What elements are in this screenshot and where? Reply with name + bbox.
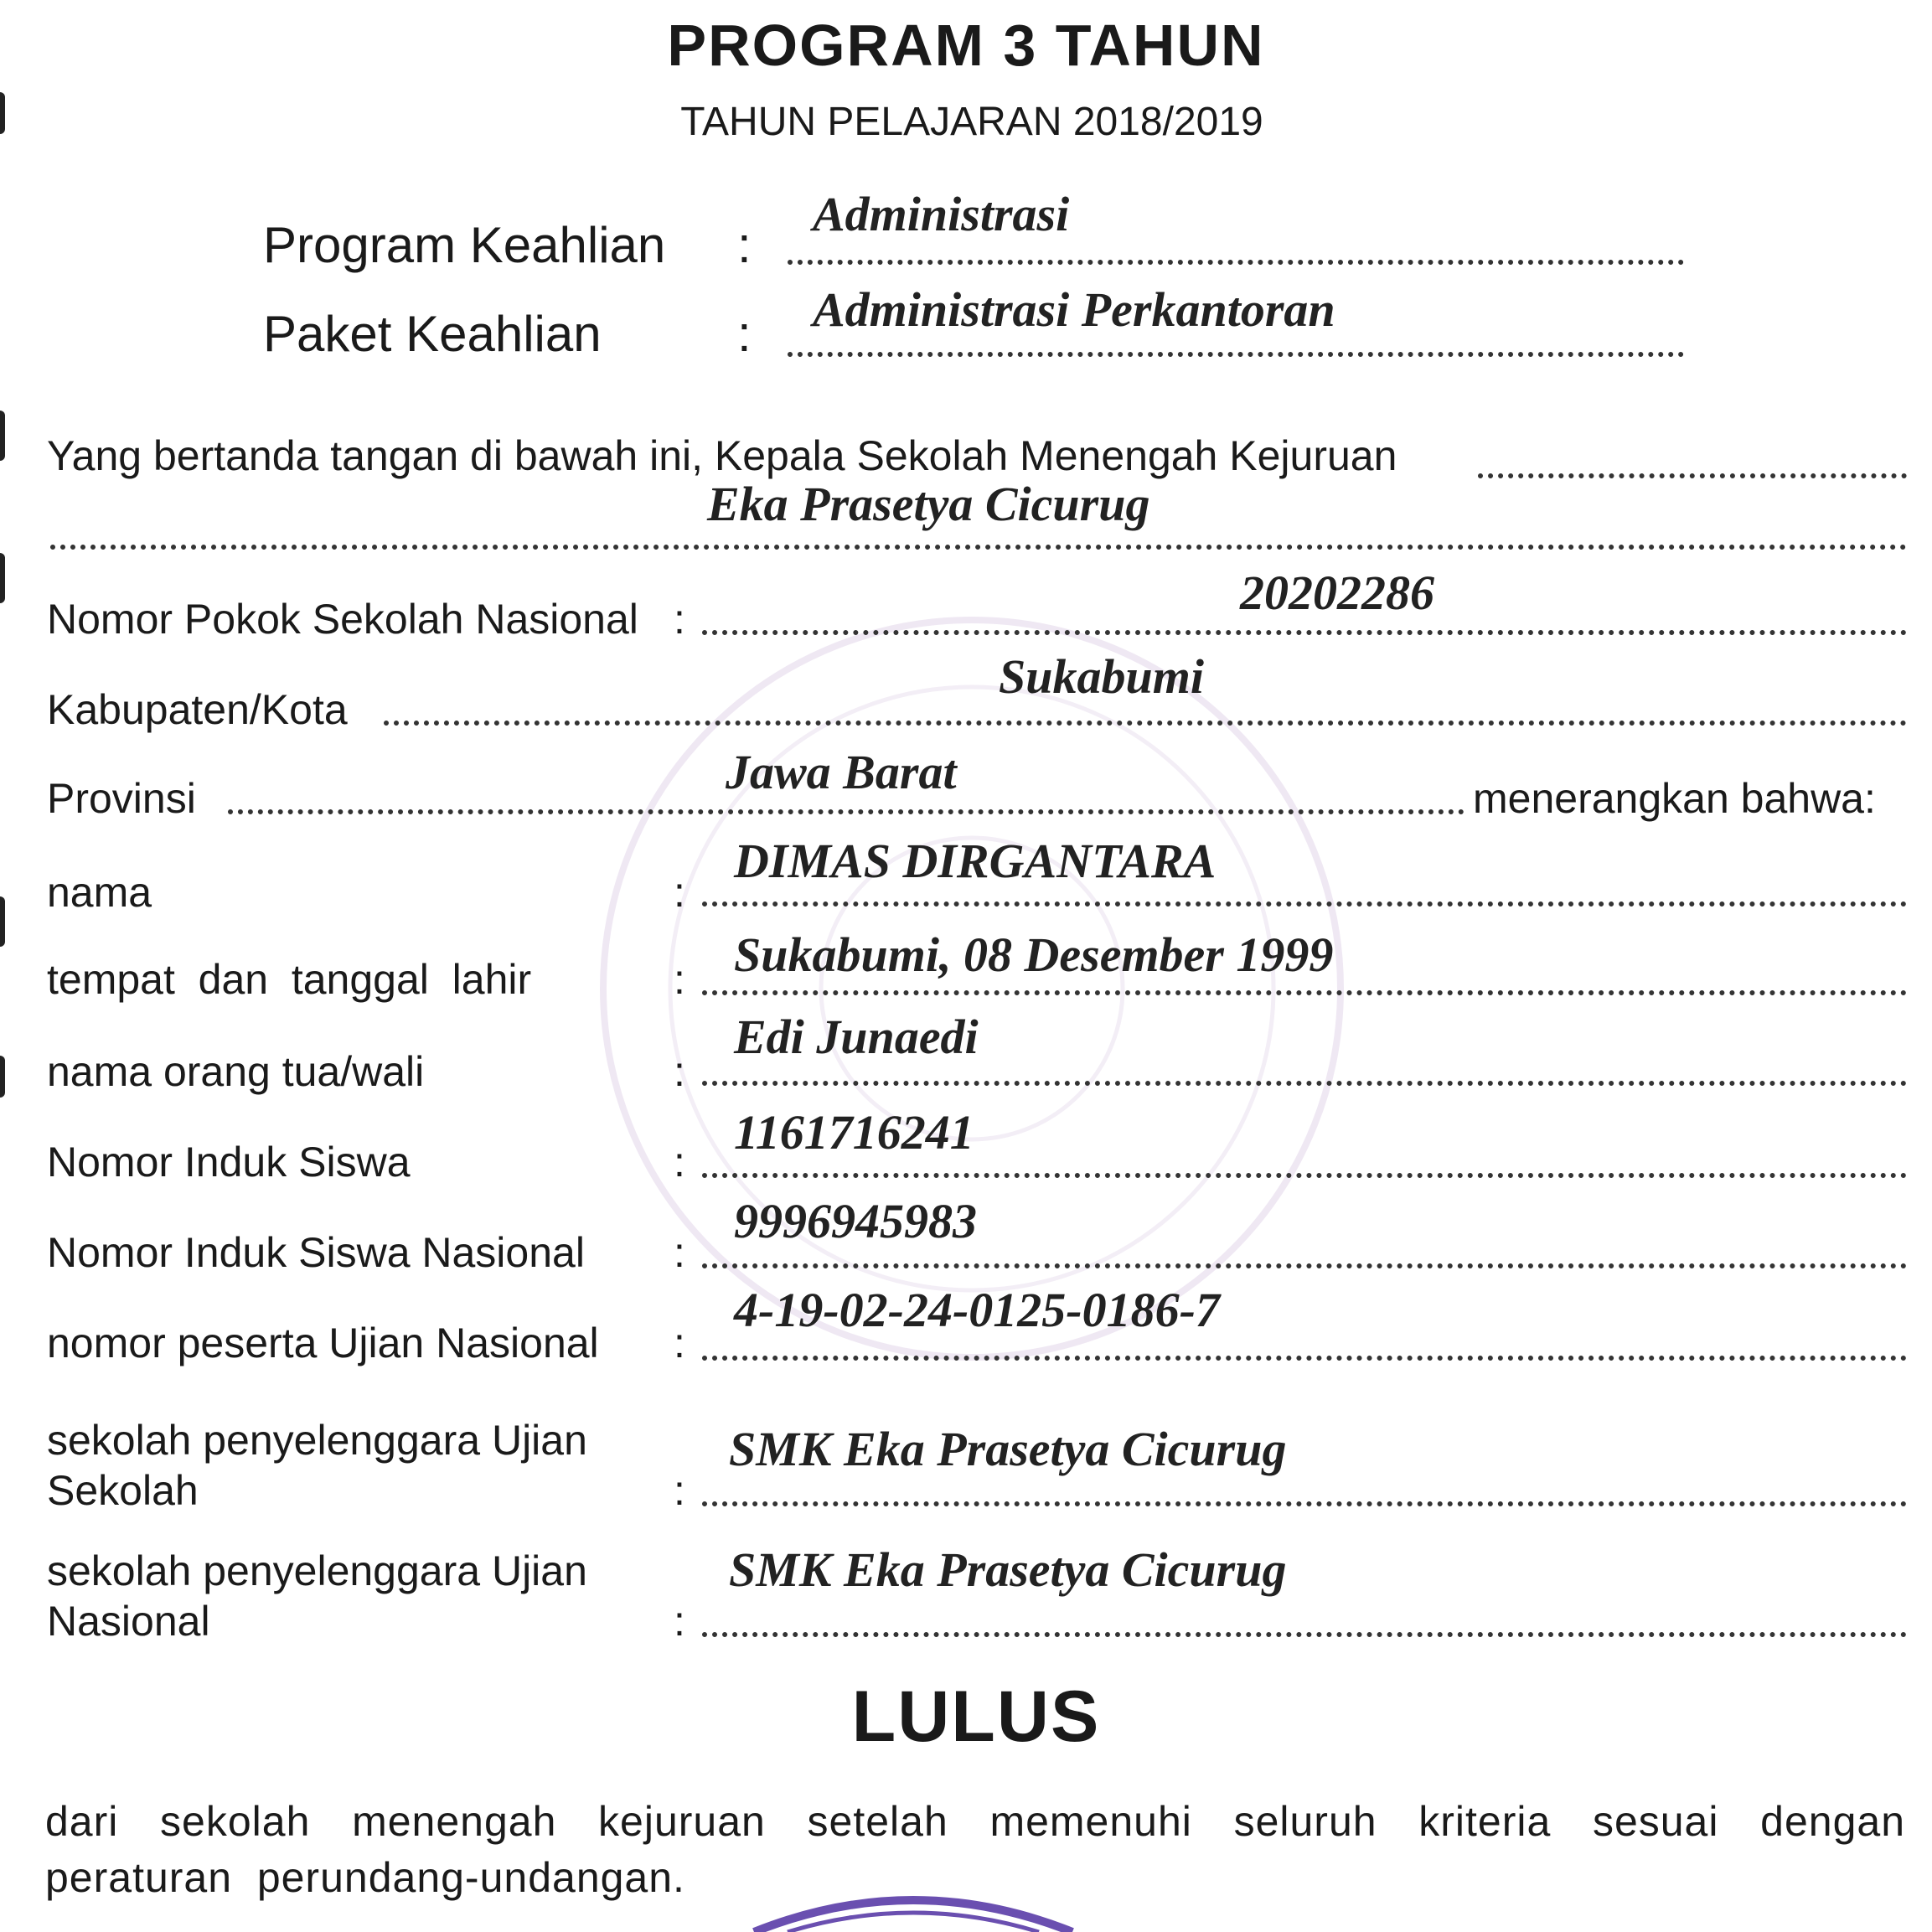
graduation-status: LULUS bbox=[851, 1676, 1101, 1757]
nisn-value: 9996945983 bbox=[734, 1194, 977, 1248]
provinsi-value: Jawa Barat bbox=[726, 745, 957, 799]
dotted-line bbox=[702, 1632, 1907, 1637]
binding-mark bbox=[0, 896, 5, 947]
dotted-line bbox=[384, 721, 1907, 726]
colon: : bbox=[674, 1139, 685, 1186]
nis-label: Nomor Induk Siswa bbox=[47, 1139, 411, 1186]
dotted-line bbox=[702, 1263, 1907, 1268]
colon: : bbox=[674, 1467, 685, 1514]
npsn-value: 20202286 bbox=[1240, 566, 1434, 620]
nomor-peserta-un-value: 4-19-02-24-0125-0186-7 bbox=[734, 1283, 1220, 1337]
dotted-line bbox=[788, 352, 1684, 357]
dotted-line bbox=[702, 1173, 1907, 1178]
kabupaten-value: Sukabumi bbox=[999, 649, 1204, 704]
penyelenggara-us-label-line2: Sekolah bbox=[47, 1467, 199, 1514]
colon: : bbox=[674, 1229, 685, 1276]
paket-keahlian-label: Paket Keahlian bbox=[263, 306, 602, 362]
dotted-line bbox=[788, 260, 1684, 265]
program-keahlian-value: Administrasi bbox=[813, 187, 1070, 241]
dotted-line bbox=[228, 809, 1464, 814]
colon: : bbox=[674, 596, 685, 643]
nisn-label: Nomor Induk Siswa Nasional bbox=[47, 1229, 585, 1276]
penyelenggara-us-value: SMK Eka Prasetya Cicurug bbox=[729, 1422, 1287, 1476]
colon: : bbox=[737, 217, 752, 273]
dotted-line bbox=[50, 545, 1907, 550]
ttl-value: Sukabumi, 08 Desember 1999 bbox=[734, 927, 1334, 982]
statement-line2: peraturan perundang-undangan. bbox=[45, 1854, 685, 1901]
penyelenggara-un-label-line1: sekolah penyelenggara Ujian bbox=[47, 1547, 587, 1594]
statement-line1: dari sekolah menengah kejuruan setelah memenuhi seluruh kriteria sesuai dengan bbox=[45, 1798, 1905, 1845]
stamp-seal bbox=[737, 1885, 1089, 1932]
dotted-line bbox=[702, 1081, 1907, 1086]
binding-mark bbox=[0, 553, 5, 603]
dotted-line bbox=[702, 630, 1907, 635]
nama-label: nama bbox=[47, 869, 152, 916]
program-keahlian-label: Program Keahlian bbox=[263, 217, 666, 273]
colon: : bbox=[674, 1320, 685, 1366]
document-subtitle: TAHUN PELAJARAN 2018/2019 bbox=[680, 100, 1263, 144]
ttl-label: tempat dan tanggal lahir bbox=[47, 956, 532, 1003]
menerangkan-text: menerangkan bahwa: bbox=[1473, 775, 1876, 822]
colon: : bbox=[674, 956, 685, 1003]
watermark-seal bbox=[586, 603, 1357, 1374]
dotted-line bbox=[702, 990, 1907, 995]
nama-value: DIMAS DIRGANTARA bbox=[734, 834, 1217, 888]
kabupaten-label: Kabupaten/Kota bbox=[47, 686, 348, 733]
npsn-label: Nomor Pokok Sekolah Nasional bbox=[47, 596, 638, 643]
penyelenggara-us-label-line1: sekolah penyelenggara Ujian bbox=[47, 1417, 587, 1464]
orang-tua-value: Edi Junaedi bbox=[734, 1010, 979, 1064]
binding-mark bbox=[0, 411, 5, 461]
dotted-line bbox=[1478, 473, 1907, 478]
colon: : bbox=[737, 306, 752, 362]
dotted-line bbox=[702, 1356, 1907, 1361]
colon: : bbox=[674, 869, 685, 916]
penyelenggara-un-label-line2: Nasional bbox=[47, 1598, 210, 1645]
colon: : bbox=[674, 1048, 685, 1095]
school-name-value: Eka Prasetya Cicurug bbox=[707, 477, 1150, 531]
colon: : bbox=[674, 1598, 685, 1645]
nis-value: 1161716241 bbox=[734, 1105, 974, 1160]
binding-mark bbox=[0, 1056, 5, 1098]
document-title: PROGRAM 3 TAHUN bbox=[667, 13, 1265, 78]
paket-keahlian-value: Administrasi Perkantoran bbox=[813, 282, 1335, 337]
dotted-line bbox=[702, 1501, 1907, 1506]
intro-text: Yang bertanda tangan di bawah ini, Kepala Sekolah Menengah Kejuruan bbox=[47, 432, 1397, 479]
penyelenggara-un-value: SMK Eka Prasetya Cicurug bbox=[729, 1542, 1287, 1597]
nomor-peserta-un-label: nomor peserta Ujian Nasional bbox=[47, 1320, 599, 1366]
provinsi-label: Provinsi bbox=[47, 775, 196, 822]
orang-tua-label: nama orang tua/wali bbox=[47, 1048, 425, 1095]
dotted-line bbox=[702, 901, 1907, 907]
